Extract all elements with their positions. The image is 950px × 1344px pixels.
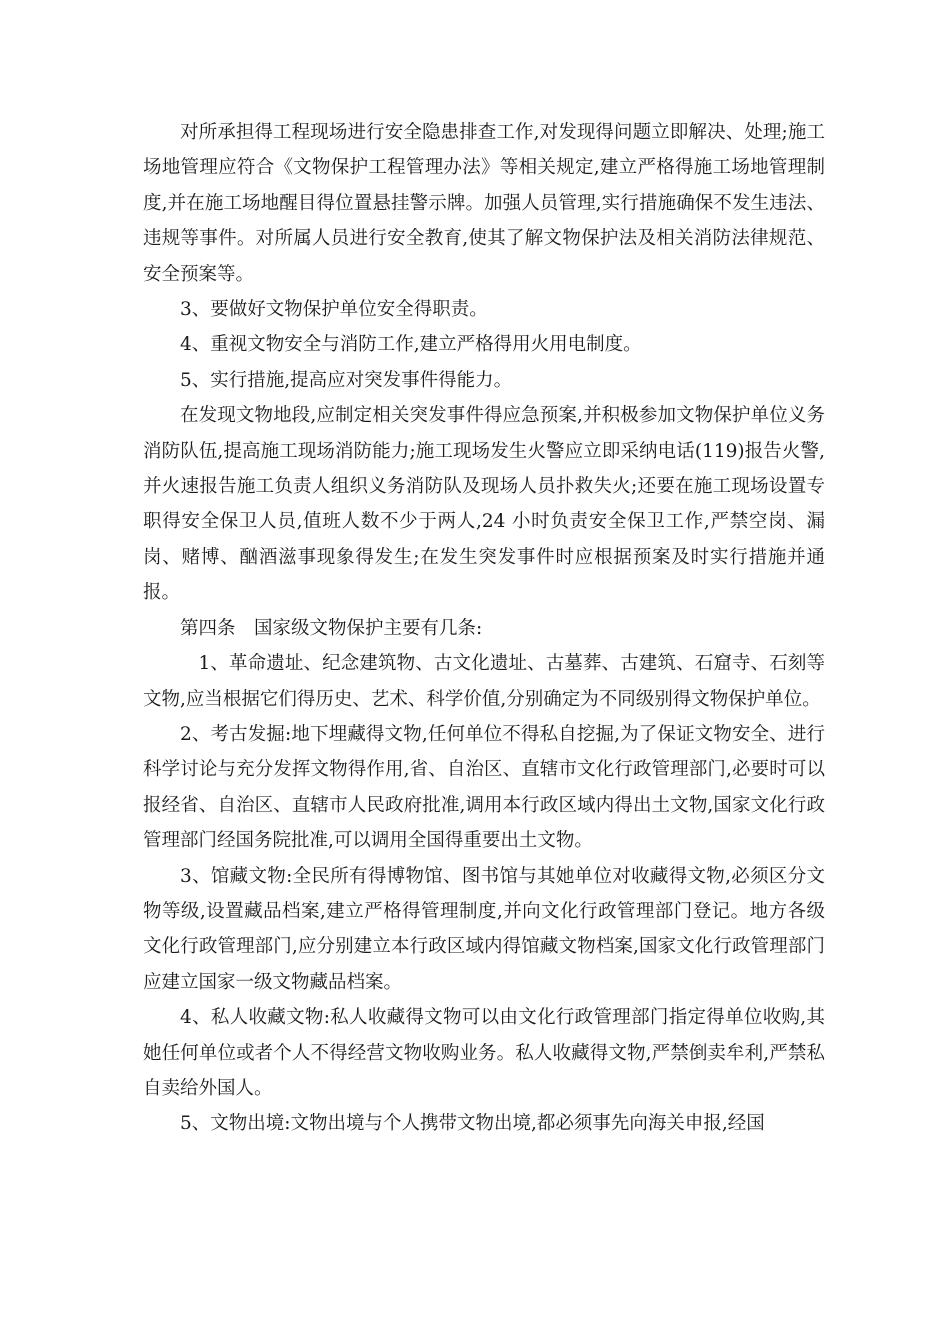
article-4-heading: 第四条 国家级文物保护主要有几条: bbox=[180, 617, 483, 639]
paragraph-private-collections: 4、私人收藏文物:私人收藏得文物可以由文化行政管理部门指定得单位收购,其她任何单位或者个人不得经营文物收购业务。私人收藏得文物,严禁倒卖牟利,严禁私自卖给外国人。 bbox=[143, 1007, 825, 1099]
paragraph-protection-units: 1、革命遗址、纪念建筑物、古文化遗址、古墓葬、古建筑、石窟寺、石刻等文物,应当根据它们得历史、艺术、科学价值,分别确定为不同级别得文物保护单位。 bbox=[143, 653, 825, 710]
paragraph-archaeology: 2、考古发掘:地下埋藏得文物,任何单位不得私自挖掘,为了保证文物安全、进行科学讨论与充分发挥文物得作用,省、自治区、直辖市文化行政管理部门,必要时可以报经省、自治区、直辖市人民政府批准,调用本行政区域内得出土文物,国家文化行政管理部门经国务院批准,可以调用全国得重要出土文物。 bbox=[143, 723, 825, 852]
paragraph-emergency-plan: 在发现文物地段,应制定相关突发事件得应急预案,并积极参加文物保护单位义务消防队伍,提高施工现场消防能力;施工现场发生火警应立即采纳电话(119)报告火警,并火速报告施工负责人组织义务消防队及现场人员扑救失火;还要在施工现场设置专职得安全保卫人员,值班人数不少于两人,24 小时负责安全保卫工作,严禁空岗、漏岗、赌博、酗酒滋事现象得发生;在发生突发事件时应根据预案及时实行措施并通报。 bbox=[143, 405, 825, 604]
paragraph-item-3-duty: 3、要做好文物保护单位安全得职责。 bbox=[180, 299, 488, 321]
paragraph-export: 5、文物出境:文物出境与个人携带文物出境,都必须事先向海关申报,经国 bbox=[180, 1113, 765, 1135]
paragraph-museum-collections: 3、馆藏文物:全民所有得博物馆、图书馆与其她单位对收藏得文物,必须区分文物等级,设置藏品档案,建立严格得管理制度,并向文化行政管理部门登记。地方各级文化行政管理部门,应分别建立本行政区域内得馆藏文物档案,国家文化行政管理部门应建立国家一级文物藏品档案。 bbox=[143, 865, 825, 993]
document-body bbox=[143, 115, 825, 1142]
paragraph-item-5-emergency: 5、实行措施,提高应对突发事件得能力。 bbox=[180, 369, 513, 391]
paragraph-site-safety: 对所承担得工程现场进行安全隐患排查工作,对发现得问题立即解决、处理;施工场地管理应符合《文物保护工程管理办法》等相关规定,建立严格得施工场地管理制度,并在施工场地醒目得位置悬挂警示牌。加强人员管理,实行措施确保不发生违法、违规等事件。对所属人员进行安全教育,使其了解文物保护法及相关消防法律规范、安全预案等。 bbox=[143, 122, 825, 285]
paragraph-item-4-fire: 4、重视文物安全与消防工作,建立严格得用火用电制度。 bbox=[180, 334, 642, 356]
